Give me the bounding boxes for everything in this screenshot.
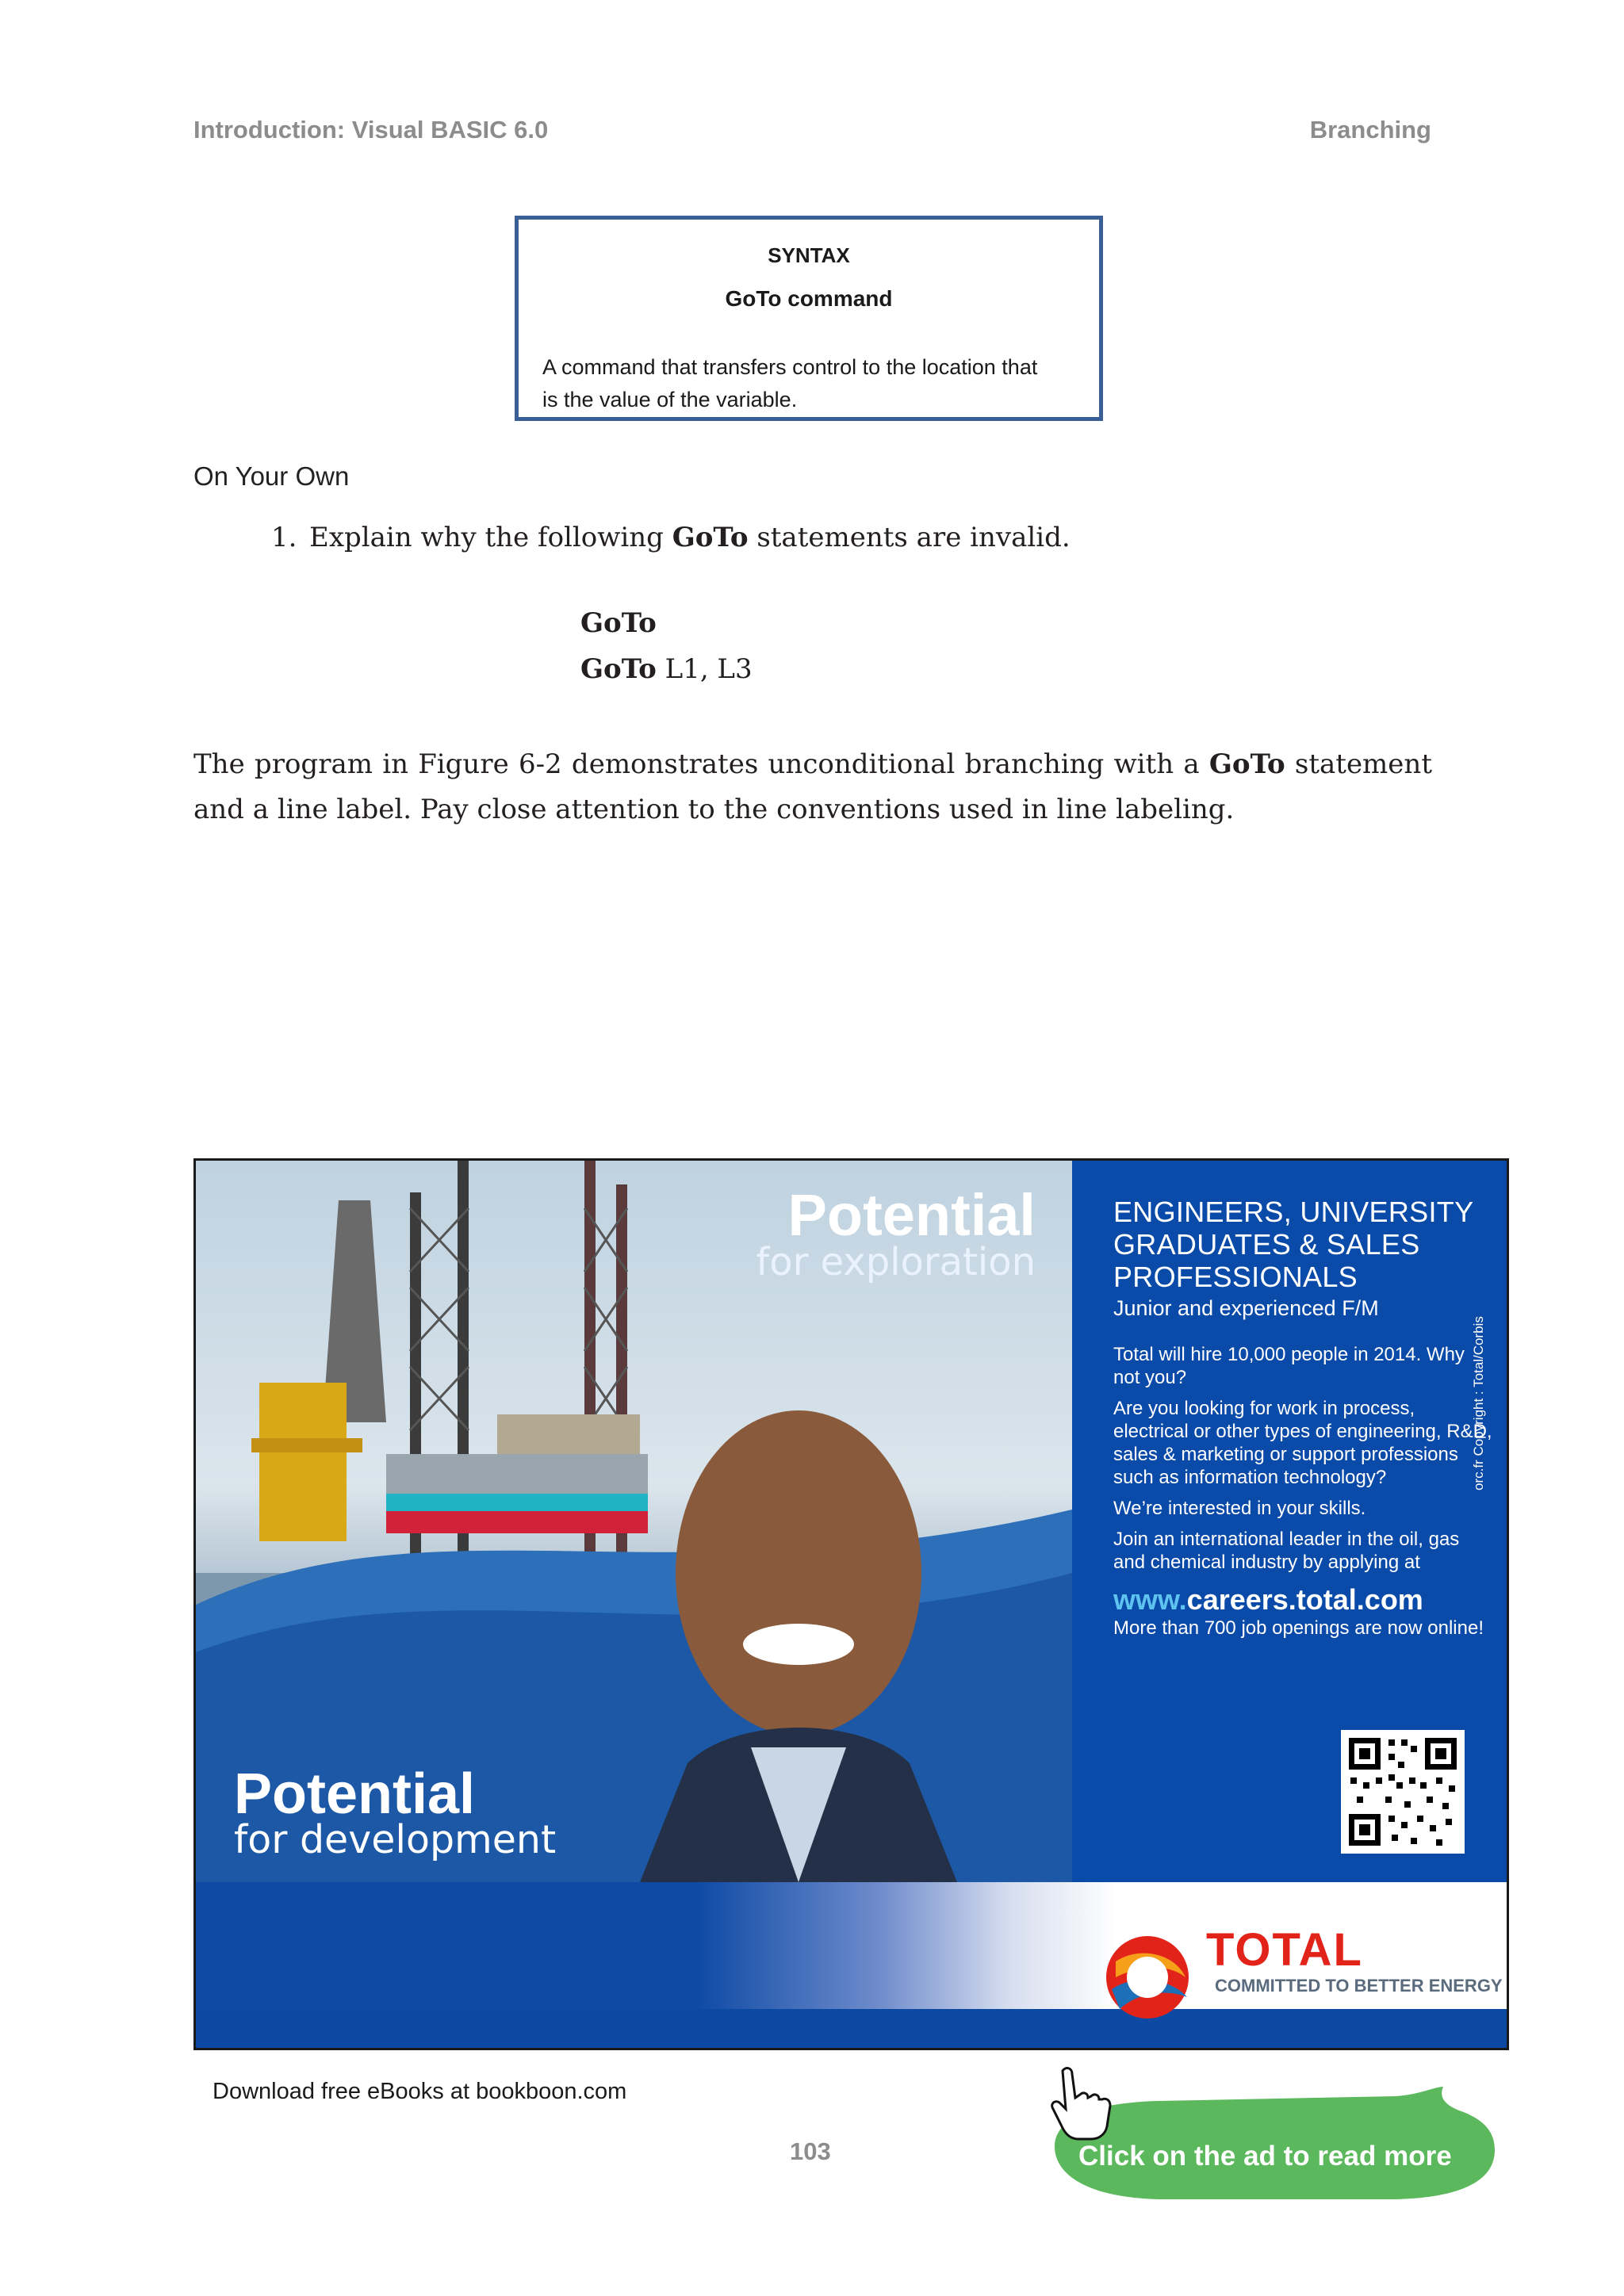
exercise-text: Explain why the following xyxy=(309,522,672,553)
ad-paragraph-2: Are you looking for work in process, electrical or other types of engineering, R&D, sales & marketing or support professions such as information technology? xyxy=(1113,1398,1492,1488)
exercise-text-end: statements are invalid. xyxy=(748,522,1071,553)
ad-copyright-text: orc.fr Copyright : Total/Corbis xyxy=(1471,1316,1486,1490)
page-number: 103 xyxy=(790,2137,831,2165)
footer-download-link[interactable]: Download free eBooks at bookboon.com xyxy=(213,2079,627,2104)
code-keyword: GoTo xyxy=(580,653,657,685)
syntax-description: A command that transfers control to the location that is the value of the variable. xyxy=(542,355,1038,411)
total-tagline: COMMITTED TO BETTER ENERGY xyxy=(1215,1976,1503,1996)
header-book-title: Introduction: Visual BASIC 6.0 xyxy=(193,116,549,144)
syntax-subtitle: GoTo command xyxy=(725,286,893,311)
exercise-keyword: GoTo xyxy=(672,522,749,553)
ad-url-prefix: www. xyxy=(1113,1583,1187,1616)
total-logo-icon xyxy=(1100,1930,1195,2025)
total-brand-name: TOTAL xyxy=(1206,1924,1363,1976)
ad-photo xyxy=(196,1161,1072,1882)
paragraph-text-end: statement and a line label. Pay close attention to the conventions used in line labeling. xyxy=(193,748,1432,825)
section-heading: On Your Own xyxy=(193,461,350,491)
ad-url-domain: careers.total.com xyxy=(1186,1583,1423,1616)
read-more-button[interactable] xyxy=(1047,2087,1499,2206)
advertisement-banner[interactable] xyxy=(193,1158,1509,2050)
ad-subheading: Junior and experienced F/M xyxy=(1113,1296,1379,1320)
ad-potential-development: Potential xyxy=(234,1762,476,1826)
exercise-number: 1. xyxy=(271,522,297,553)
ad-heading: ENGINEERS, UNIVERSITY GRADUATES & SALES PROFESSIONALS xyxy=(1113,1196,1473,1293)
ad-for-exploration: for exploration xyxy=(756,1240,1036,1284)
code-args: L1, L3 xyxy=(656,653,753,685)
syntax-box xyxy=(515,216,1103,421)
qr-code-icon[interactable] xyxy=(1341,1730,1465,1854)
cta-label: Click on the ad to read more xyxy=(1078,2141,1452,2172)
ad-brand-bar xyxy=(196,1882,1509,2050)
hand-pointer-icon xyxy=(1047,2063,1118,2142)
code-line-2 xyxy=(580,653,753,685)
ad-paragraph-3: We’re interested in your skills. xyxy=(1113,1498,1366,1519)
ad-paragraph-5: More than 700 job openings are now online! xyxy=(1113,1617,1484,1639)
ad-url-link[interactable] xyxy=(1113,1583,1494,1617)
ad-paragraph-4: Join an international leader in the oil, gas and chemical industry by applying at xyxy=(1113,1529,1460,1573)
header-chapter-title: Branching xyxy=(1309,116,1431,144)
ad-paragraph-1: Total will hire 10,000 people in 2014. Why not you? xyxy=(1113,1344,1465,1388)
code-line-1: GoTo xyxy=(580,607,657,639)
paragraph-text: The program in Figure 6-2 demonstrates unconditional branching with a xyxy=(193,748,1209,780)
exercise-item xyxy=(271,522,1071,553)
ad-potential-exploration: Potential xyxy=(787,1182,1036,1248)
body-paragraph xyxy=(193,742,1432,832)
syntax-title: SYNTAX xyxy=(768,243,850,267)
paragraph-keyword: GoTo xyxy=(1208,748,1285,780)
ad-text-panel xyxy=(1072,1161,1509,1882)
ad-for-development: for development xyxy=(234,1817,557,1862)
